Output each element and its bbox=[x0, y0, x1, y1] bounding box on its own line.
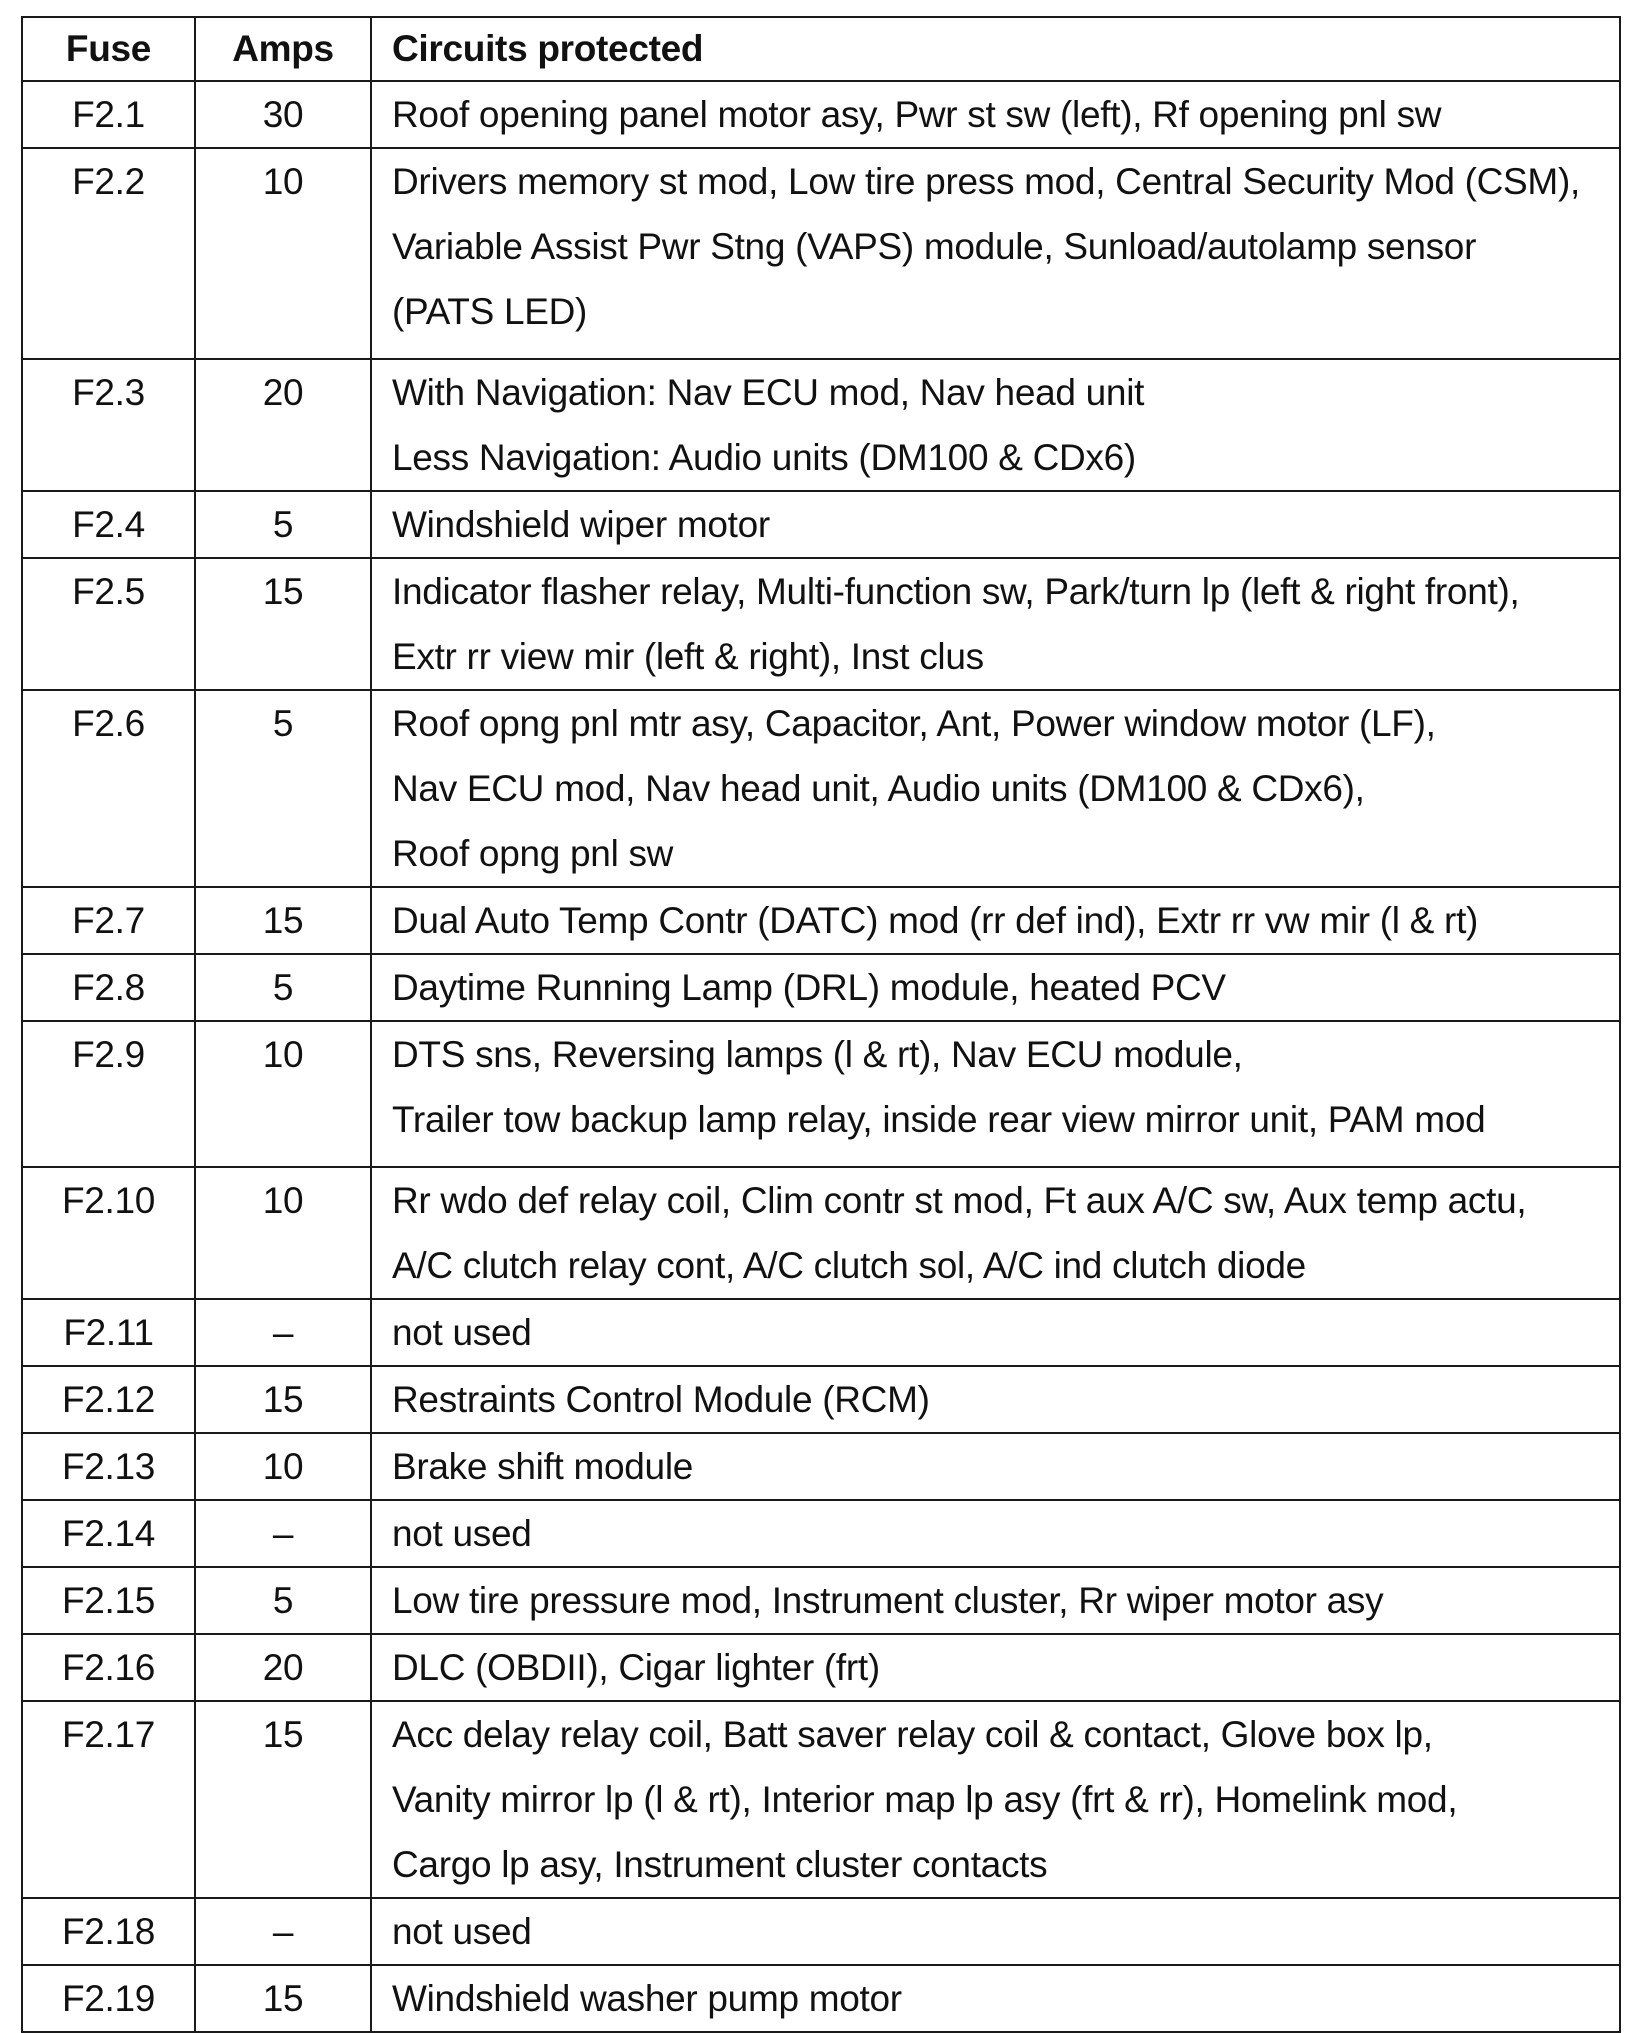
circuits-line: not used bbox=[392, 1312, 532, 1353]
circuits-line: Roof opening panel motor asy, Pwr st sw (left), Rf opening pnl sw bbox=[392, 94, 1442, 135]
circuits-cell bbox=[371, 558, 1620, 690]
amps-cell: 10 bbox=[195, 1021, 371, 1167]
table-row bbox=[22, 1299, 1620, 1366]
table-row bbox=[22, 1021, 1620, 1167]
amps-cell: 15 bbox=[195, 887, 371, 954]
table-row bbox=[22, 81, 1620, 148]
amps-cell: 15 bbox=[195, 1701, 371, 1898]
circuits-cell bbox=[371, 359, 1620, 491]
circuits-line: Indicator flasher relay, Multi-function sw, Park/turn lp (left & right front), bbox=[392, 571, 1520, 612]
fuse-id-cell: F2.2 bbox=[22, 148, 195, 359]
header-fuse: Fuse bbox=[22, 17, 195, 81]
fuse-id-cell: F2.16 bbox=[22, 1634, 195, 1701]
circuits-cell bbox=[371, 148, 1620, 359]
table-row bbox=[22, 1366, 1620, 1433]
circuits-line: Trailer tow backup lamp relay, inside rear view mirror unit, PAM mod bbox=[392, 1099, 1486, 1140]
header-circuits: Circuits protected bbox=[371, 17, 1620, 81]
circuits-cell bbox=[371, 954, 1620, 1021]
amps-cell: – bbox=[195, 1898, 371, 1965]
amps-cell: 5 bbox=[195, 491, 371, 558]
amps-cell: 5 bbox=[195, 954, 371, 1021]
circuits-cell bbox=[371, 1299, 1620, 1366]
table-row bbox=[22, 1433, 1620, 1500]
circuits-line: Brake shift module bbox=[392, 1446, 694, 1487]
amps-cell: 15 bbox=[195, 1965, 371, 2032]
circuits-cell bbox=[371, 1567, 1620, 1634]
circuits-line: Daytime Running Lamp (DRL) module, heated PCV bbox=[392, 967, 1226, 1008]
circuits-cell bbox=[371, 1021, 1620, 1167]
fuse-id-cell: F2.8 bbox=[22, 954, 195, 1021]
circuits-line: Less Navigation: Audio units (DM100 & CDx6) bbox=[392, 437, 1136, 478]
header-amps: Amps bbox=[195, 17, 371, 81]
fuse-id-cell: F2.7 bbox=[22, 887, 195, 954]
circuits-line: With Navigation: Nav ECU mod, Nav head unit bbox=[392, 372, 1145, 413]
table-row bbox=[22, 1965, 1620, 2032]
circuits-line: DLC (OBDII), Cigar lighter (frt) bbox=[392, 1647, 880, 1688]
amps-cell: 20 bbox=[195, 359, 371, 491]
fuse-id-cell: F2.5 bbox=[22, 558, 195, 690]
fuse-id-cell: F2.11 bbox=[22, 1299, 195, 1366]
circuits-line: Roof opng pnl sw bbox=[392, 833, 674, 874]
header-row bbox=[22, 17, 1620, 81]
circuits-line: Windshield washer pump motor bbox=[392, 1978, 902, 2019]
fuse-table bbox=[21, 16, 1621, 2033]
amps-cell: – bbox=[195, 1299, 371, 1366]
circuits-cell bbox=[371, 1898, 1620, 1965]
circuits-line: Vanity mirror lp (l & rt), Interior map lp asy (frt & rr), Homelink mod, bbox=[392, 1779, 1458, 1820]
table-body bbox=[22, 81, 1620, 2032]
circuits-line: Nav ECU mod, Nav head unit, Audio units (DM100 & CDx6), bbox=[392, 768, 1365, 809]
circuits-line: Low tire pressure mod, Instrument cluster, Rr wiper motor asy bbox=[392, 1580, 1384, 1621]
fuse-id-cell: F2.17 bbox=[22, 1701, 195, 1898]
table-row bbox=[22, 1701, 1620, 1898]
amps-cell: 10 bbox=[195, 1433, 371, 1500]
fuse-id-cell: F2.4 bbox=[22, 491, 195, 558]
amps-cell: – bbox=[195, 1500, 371, 1567]
circuits-line: Cargo lp asy, Instrument cluster contacts bbox=[392, 1844, 1048, 1885]
amps-cell: 10 bbox=[195, 148, 371, 359]
circuits-cell bbox=[371, 1167, 1620, 1299]
fuse-id-cell: F2.1 bbox=[22, 81, 195, 148]
table-row bbox=[22, 1567, 1620, 1634]
circuits-line: Extr rr view mir (left & right), Inst clus bbox=[392, 636, 984, 677]
fuse-id-cell: F2.6 bbox=[22, 690, 195, 887]
circuits-cell bbox=[371, 1965, 1620, 2032]
fuse-id-cell: F2.12 bbox=[22, 1366, 195, 1433]
circuits-line: not used bbox=[392, 1911, 532, 1952]
fuse-id-cell: F2.15 bbox=[22, 1567, 195, 1634]
circuits-line: Rr wdo def relay coil, Clim contr st mod, Ft aux A/C sw, Aux temp actu, bbox=[392, 1180, 1527, 1221]
amps-cell: 5 bbox=[195, 1567, 371, 1634]
table-row bbox=[22, 491, 1620, 558]
circuits-line: Variable Assist Pwr Stng (VAPS) module, Sunload/autolamp sensor bbox=[392, 226, 1477, 267]
circuits-cell bbox=[371, 491, 1620, 558]
amps-cell: 20 bbox=[195, 1634, 371, 1701]
table-row bbox=[22, 558, 1620, 690]
table-row bbox=[22, 1167, 1620, 1299]
circuits-cell bbox=[371, 1366, 1620, 1433]
fuse-id-cell: F2.13 bbox=[22, 1433, 195, 1500]
amps-cell: 5 bbox=[195, 690, 371, 887]
circuits-cell bbox=[371, 1634, 1620, 1701]
table-row bbox=[22, 359, 1620, 491]
amps-cell: 15 bbox=[195, 1366, 371, 1433]
table-header bbox=[22, 17, 1620, 81]
fuse-id-cell: F2.9 bbox=[22, 1021, 195, 1167]
fuse-id-cell: F2.3 bbox=[22, 359, 195, 491]
table-row bbox=[22, 887, 1620, 954]
circuits-cell bbox=[371, 1433, 1620, 1500]
circuits-line: Drivers memory st mod, Low tire press mod, Central Security Mod (CSM), bbox=[392, 161, 1580, 202]
circuits-line: (PATS LED) bbox=[392, 291, 588, 332]
circuits-line: not used bbox=[392, 1513, 532, 1554]
circuits-line: Restraints Control Module (RCM) bbox=[392, 1379, 930, 1420]
amps-cell: 10 bbox=[195, 1167, 371, 1299]
circuits-cell bbox=[371, 81, 1620, 148]
table-row bbox=[22, 148, 1620, 359]
amps-cell: 30 bbox=[195, 81, 371, 148]
circuits-line: DTS sns, Reversing lamps (l & rt), Nav ECU module, bbox=[392, 1034, 1243, 1075]
circuits-cell bbox=[371, 887, 1620, 954]
fuse-id-cell: F2.19 bbox=[22, 1965, 195, 2032]
table-row bbox=[22, 1898, 1620, 1965]
table-row bbox=[22, 690, 1620, 887]
fuse-id-cell: F2.14 bbox=[22, 1500, 195, 1567]
circuits-line: Acc delay relay coil, Batt saver relay coil & contact, Glove box lp, bbox=[392, 1714, 1433, 1755]
circuits-line: Windshield wiper motor bbox=[392, 504, 770, 545]
amps-cell: 15 bbox=[195, 558, 371, 690]
table-row bbox=[22, 954, 1620, 1021]
fuse-id-cell: F2.18 bbox=[22, 1898, 195, 1965]
circuits-cell bbox=[371, 1701, 1620, 1898]
table-row bbox=[22, 1500, 1620, 1567]
circuits-line: A/C clutch relay cont, A/C clutch sol, A/C ind clutch diode bbox=[392, 1245, 1306, 1286]
circuits-line: Dual Auto Temp Contr (DATC) mod (rr def ind), Extr rr vw mir (l & rt) bbox=[392, 900, 1479, 941]
table-row bbox=[22, 1634, 1620, 1701]
circuits-line: Roof opng pnl mtr asy, Capacitor, Ant, Power window motor (LF), bbox=[392, 703, 1436, 744]
circuits-cell bbox=[371, 690, 1620, 887]
fuse-id-cell: F2.10 bbox=[22, 1167, 195, 1299]
circuits-cell bbox=[371, 1500, 1620, 1567]
